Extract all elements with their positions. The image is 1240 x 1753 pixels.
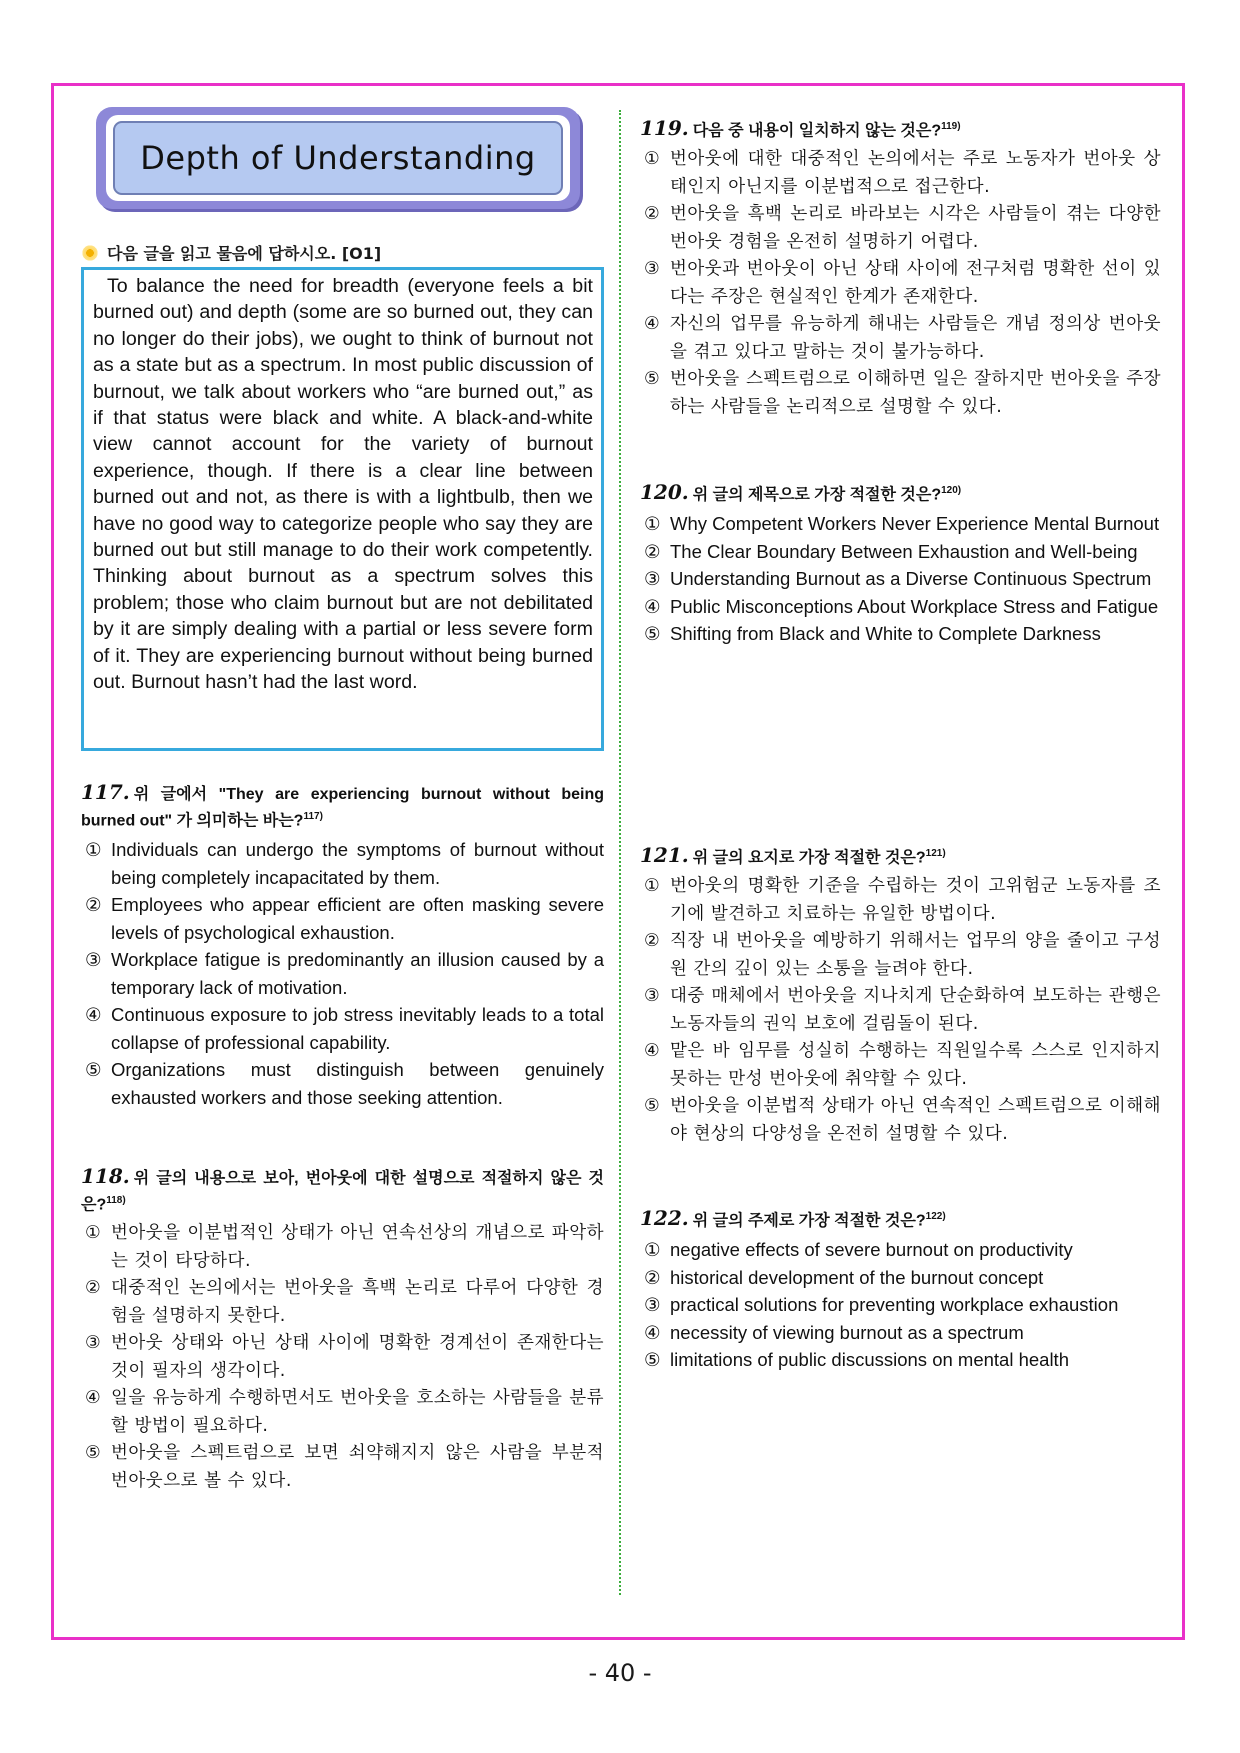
option[interactable]: ⑤ 번아웃을 이분법적 상태가 아닌 연속적인 스펙트럼으로 이해해야 현상의 다양성을 온전히 설명할 수 있다. bbox=[644, 1096, 1161, 1144]
option[interactable]: ⑤ 번아웃을 스펙트럼으로 이해하면 일은 잘하지만 번아웃을 주장하는 사람들을 논리적으로 설명할 수 있다. bbox=[644, 369, 1161, 417]
question-stem: 120. 위 글의 제목으로 가장 적절한 것은?$^{120)}$ bbox=[640, 480, 962, 505]
option[interactable]: ③ practical solutions for preventing workplace exhaustion bbox=[644, 1294, 1119, 1316]
option[interactable]: ① 번아웃을 이분법적인 상태가 아닌 연속선상의 개념으로 파악하는 것이 타당하다. bbox=[85, 1223, 604, 1271]
question-stem: 122. 위 글의 주제로 가장 적절한 것은?$^{122)}$ bbox=[640, 1206, 946, 1231]
question-stem: 118. 위 글의 내용으로 보아, 번아웃에 대한 설명으로 적절하지 않은 것은?$^{118)}$ bbox=[81, 1164, 604, 1214]
option[interactable]: ⑤ limitations of public discussions on mental health bbox=[644, 1349, 1069, 1371]
option[interactable]: ① Individuals can undergo the symptoms of burnout without being completely incapacitated by them. bbox=[85, 839, 604, 888]
flower-icon bbox=[81, 244, 99, 262]
question-118 bbox=[81, 1165, 604, 1495]
option[interactable]: ② 번아웃을 흑백 논리로 바라보는 시각은 사람들이 겪는 다양한 번아웃 경험을 온전히 설명하기 어렵다. bbox=[644, 204, 1161, 252]
option[interactable]: ② The Clear Boundary Between Exhaustion and Well-being bbox=[644, 540, 1138, 562]
option[interactable]: ③ 번아웃 상태와 아닌 상태 사이에 명확한 경계선이 존재한다는 것이 필자의 생각이다. bbox=[85, 1333, 604, 1381]
option[interactable]: ④ 맡은 바 임무를 성실히 수행하는 직원일수록 스스로 인지하지 못하는 만성 번아웃에 취약할 수 있다. bbox=[644, 1041, 1161, 1089]
option[interactable]: ③ 번아웃과 번아웃이 아닌 상태 사이에 전구처럼 명확한 선이 있다는 주장은 현실적인 한계가 존재한다. bbox=[644, 259, 1161, 307]
question-stem: 117. 위 글에서 "They are experiencing burnout without being burned out" 가 의미하는 바는?$^{117)}$ bbox=[81, 780, 604, 830]
option[interactable]: ① Why Competent Workers Never Experience Mental Burnout bbox=[644, 513, 1160, 535]
option[interactable]: ① 번아웃의 명확한 기준을 수립하는 것이 고위험군 노동자를 조기에 발견하고 치료하는 유일한 방법이다. bbox=[644, 876, 1161, 924]
passage-box: To balance the need for breadth (everyone feels a bit burned out) and depth (some are so burned out, they can no longer do their jobs), we ought to think of burnout not as a state but as a spectrum. In most public discussion of burnout, we talk about workers who “are burned out,” as if that status were black and white. A black-and-white view cannot account for the variety of burnout experience, though. If there is a clear line between burned out and not, as there is with a lightbulb, then we have no good way to categorize people who say they are burned out but still manage to do their work competently. Thinking about burnout as a spectrum solves this problem; those who claim burnout but are not debilitated by it are simply dealing with a partial or less severe form of it. They are experiencing burnout without being burned out. Burnout hasn’t had the last word. bbox=[81, 267, 604, 751]
question-120 bbox=[640, 480, 1161, 648]
title-badge bbox=[96, 107, 580, 209]
option[interactable]: ③ Workplace fatigue is predominantly an illusion caused by a temporary lack of motivation. bbox=[85, 949, 604, 998]
option[interactable]: ② 직장 내 번아웃을 예방하기 위해서는 업무의 양을 줄이고 구성원 간의 깊이 있는 소통을 늘려야 한다. bbox=[644, 931, 1161, 979]
option[interactable]: ① negative effects of severe burnout on productivity bbox=[644, 1239, 1073, 1261]
option[interactable]: ② 대중적인 논의에서는 번아웃을 흑백 논리로 다루어 다양한 경험을 설명하지 못한다. bbox=[85, 1278, 604, 1326]
question-122 bbox=[640, 1206, 1161, 1374]
option[interactable]: ⑤ Organizations must distinguish between genuinely exhausted workers and those seeking attention. bbox=[85, 1059, 604, 1108]
question-117 bbox=[81, 781, 604, 1111]
option[interactable]: ④ Continuous exposure to job stress inevitably leads to a total collapse of professional capability. bbox=[85, 1004, 604, 1053]
option[interactable]: ② historical development of the burnout concept bbox=[644, 1266, 1044, 1288]
option[interactable]: ⑤ 번아웃을 스펙트럼으로 보면 쇠약해지지 않은 사람을 부분적 번아웃으로 볼 수 있다. bbox=[85, 1443, 604, 1491]
question-stem: 121. 위 글의 요지로 가장 적절한 것은?$^{121)}$ bbox=[640, 843, 946, 868]
instruction-text: 다음 글을 읽고 물음에 답하시오. [O1] bbox=[107, 244, 382, 263]
option[interactable]: ④ 일을 유능하게 수행하면서도 번아웃을 호소하는 사람들을 분류할 방법이 필요하다. bbox=[85, 1388, 604, 1436]
option[interactable]: ⑤ Shifting from Black and White to Complete Darkness bbox=[644, 623, 1101, 645]
option[interactable]: ④ Public Misconceptions About Workplace Stress and Fatigue bbox=[644, 595, 1159, 617]
column-divider bbox=[619, 110, 621, 1595]
option[interactable]: ① 번아웃에 대한 대중적인 논의에서는 주로 노동자가 번아웃 상태인지 아닌지를 이분법적으로 접근한다. bbox=[644, 149, 1161, 197]
option[interactable]: ④ 자신의 업무를 유능하게 해내는 사람들은 개념 정의상 번아웃을 겪고 있다고 말하는 것이 불가능하다. bbox=[644, 314, 1161, 362]
question-stem: 119. 다음 중 내용이 일치하지 않는 것은?$^{119)}$ bbox=[640, 116, 961, 141]
page-number: - 40 - bbox=[588, 1659, 652, 1687]
question-121 bbox=[640, 843, 1161, 1148]
page-title: Depth of Understanding bbox=[140, 139, 536, 177]
option[interactable]: ③ 대중 매체에서 번아웃을 지나치게 단순화하여 보도하는 관행은 노동자들의 권익 보호에 걸림돌이 된다. bbox=[644, 986, 1161, 1034]
option[interactable]: ③ Understanding Burnout as a Diverse Continuous Spectrum bbox=[644, 568, 1152, 590]
option[interactable]: ④ necessity of viewing burnout as a spectrum bbox=[644, 1321, 1024, 1343]
instruction bbox=[81, 241, 621, 264]
option[interactable]: ② Employees who appear efficient are often masking severe levels of psychological exhaustion. bbox=[85, 894, 604, 943]
question-119 bbox=[640, 116, 1161, 421]
